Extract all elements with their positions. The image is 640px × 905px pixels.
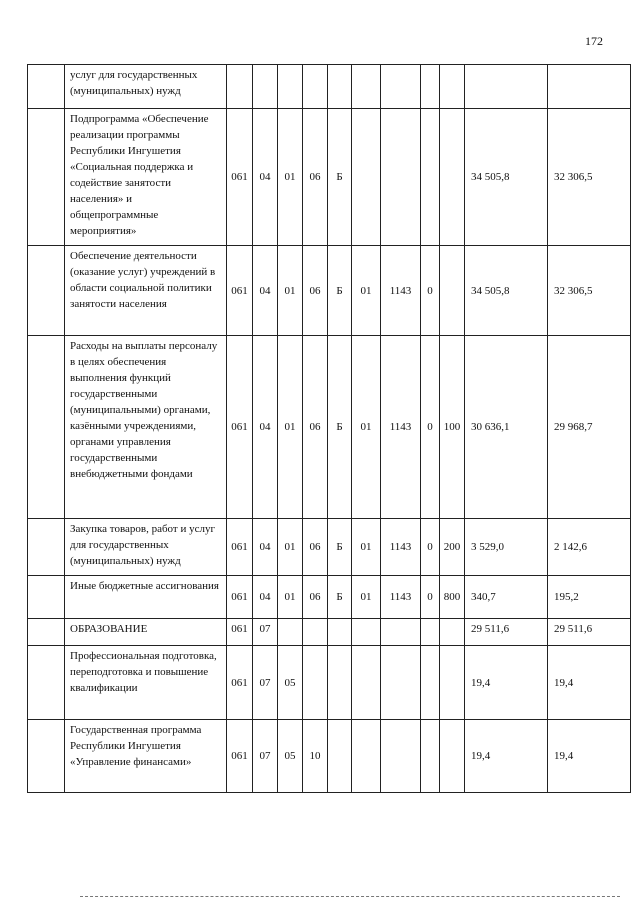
code-cell (328, 646, 352, 720)
code-cell (352, 646, 381, 720)
code-cell: 01 (278, 519, 303, 576)
code-cell (352, 720, 381, 793)
table-row (28, 336, 631, 519)
amount-year1-cell: 34 505,8 (465, 246, 548, 336)
code-cell: 05 (278, 646, 303, 720)
amount-year1-cell (465, 65, 548, 109)
item-name-cell: Закупка товаров, работ и услуг для государственных (муниципальных) нужд (65, 519, 227, 576)
amount-year2-cell: 195,2 (548, 576, 631, 619)
code-cell (440, 619, 465, 646)
code-cell (381, 646, 421, 720)
code-cell: 061 (227, 246, 253, 336)
code-cell: 05 (278, 720, 303, 793)
amount-year1-cell: 19,4 (465, 646, 548, 720)
code-cell: 01 (278, 109, 303, 246)
code-cell: 061 (227, 720, 253, 793)
code-cell: Б (328, 519, 352, 576)
row-index-cell (28, 619, 65, 646)
code-cell (440, 246, 465, 336)
code-cell: 061 (227, 336, 253, 519)
amount-year2-cell: 2 142,6 (548, 519, 631, 576)
code-cell: 800 (440, 576, 465, 619)
code-cell (421, 646, 440, 720)
table-row (28, 65, 631, 109)
code-cell: 0 (421, 246, 440, 336)
item-name-cell: Профессиональная подготовка, переподготовка и повышение квалификации (65, 646, 227, 720)
code-cell: 061 (227, 109, 253, 246)
row-index-cell (28, 109, 65, 246)
item-name-cell: Иные бюджетные ассигнования (65, 576, 227, 619)
row-index-cell (28, 576, 65, 619)
page-number: 172 (585, 34, 603, 48)
budget-table (27, 64, 631, 793)
footer-rule (80, 896, 620, 897)
amount-year1-cell: 30 636,1 (465, 336, 548, 519)
table-row (28, 109, 631, 246)
table-row (28, 246, 631, 336)
item-name-cell: Подпрограмма «Обеспечение реализации программы Республики Ингушетия «Социальная поддержка и содействие занятости населения» и общепрограммные мероприятия» (65, 109, 227, 246)
amount-year2-cell: 32 306,5 (548, 109, 631, 246)
code-cell (352, 619, 381, 646)
table-row (28, 720, 631, 793)
code-cell (278, 65, 303, 109)
code-cell: 1143 (381, 576, 421, 619)
amount-year1-cell: 19,4 (465, 720, 548, 793)
code-cell: 10 (303, 720, 328, 793)
code-cell (421, 720, 440, 793)
code-cell (421, 619, 440, 646)
code-cell: 06 (303, 519, 328, 576)
code-cell: 04 (253, 109, 278, 246)
amount-year2-cell (548, 65, 631, 109)
code-cell: Б (328, 576, 352, 619)
code-cell: 01 (352, 246, 381, 336)
code-cell (352, 65, 381, 109)
table-row (28, 576, 631, 619)
code-cell: 04 (253, 519, 278, 576)
row-index-cell (28, 646, 65, 720)
code-cell (328, 720, 352, 793)
code-cell (440, 646, 465, 720)
code-cell: 061 (227, 519, 253, 576)
code-cell: 04 (253, 576, 278, 619)
row-index-cell (28, 65, 65, 109)
code-cell: 07 (253, 646, 278, 720)
code-cell (328, 619, 352, 646)
code-cell: Б (328, 109, 352, 246)
code-cell: 01 (352, 336, 381, 519)
code-cell: 0 (421, 576, 440, 619)
row-index-cell (28, 246, 65, 336)
code-cell (421, 109, 440, 246)
amount-year2-cell: 32 306,5 (548, 246, 631, 336)
code-cell (440, 109, 465, 246)
code-cell: Б (328, 246, 352, 336)
code-cell (253, 65, 278, 109)
code-cell: 061 (227, 576, 253, 619)
table-row (28, 619, 631, 646)
code-cell (303, 65, 328, 109)
item-name-cell: Расходы на выплаты персоналу в целях обеспечения выполнения функций государственными (муниципальными) органами, казёнными учреждениями, органами управления государственными внебюджетными фондами (65, 336, 227, 519)
code-cell: 200 (440, 519, 465, 576)
code-cell: 100 (440, 336, 465, 519)
code-cell: 061 (227, 646, 253, 720)
item-name-cell: Государственная программа Республики Ингушетия «Управление финансами» (65, 720, 227, 793)
code-cell (303, 619, 328, 646)
code-cell: 04 (253, 336, 278, 519)
item-name-cell: ОБРАЗОВАНИЕ (65, 619, 227, 646)
amount-year2-cell: 19,4 (548, 646, 631, 720)
code-cell: 06 (303, 109, 328, 246)
code-cell: 06 (303, 336, 328, 519)
code-cell (328, 65, 352, 109)
code-cell: 01 (352, 519, 381, 576)
code-cell: 01 (278, 336, 303, 519)
code-cell (278, 619, 303, 646)
amount-year1-cell: 340,7 (465, 576, 548, 619)
table-row (28, 519, 631, 576)
code-cell: 1143 (381, 519, 421, 576)
table-row (28, 646, 631, 720)
code-cell: 0 (421, 336, 440, 519)
code-cell (227, 65, 253, 109)
code-cell (381, 109, 421, 246)
code-cell (421, 65, 440, 109)
code-cell: 06 (303, 246, 328, 336)
code-cell: 1143 (381, 336, 421, 519)
code-cell: 06 (303, 576, 328, 619)
code-cell: 0 (421, 519, 440, 576)
row-index-cell (28, 720, 65, 793)
code-cell (440, 720, 465, 793)
code-cell: 07 (253, 720, 278, 793)
code-cell: 04 (253, 246, 278, 336)
amount-year1-cell: 34 505,8 (465, 109, 548, 246)
item-name-cell: услуг для государственных (муниципальных) нужд (65, 65, 227, 109)
code-cell (381, 720, 421, 793)
row-index-cell (28, 519, 65, 576)
amount-year1-cell: 3 529,0 (465, 519, 548, 576)
amount-year2-cell: 29 968,7 (548, 336, 631, 519)
code-cell (303, 646, 328, 720)
item-name-cell: Обеспечение деятельности (оказание услуг) учреждений в области социальной политики занятости населения (65, 246, 227, 336)
code-cell: 01 (352, 576, 381, 619)
code-cell: 01 (278, 246, 303, 336)
code-cell (381, 619, 421, 646)
code-cell: Б (328, 336, 352, 519)
row-index-cell (28, 336, 65, 519)
code-cell: 07 (253, 619, 278, 646)
code-cell: 1143 (381, 246, 421, 336)
code-cell: 01 (278, 576, 303, 619)
amount-year2-cell: 19,4 (548, 720, 631, 793)
code-cell (352, 109, 381, 246)
code-cell (381, 65, 421, 109)
code-cell (440, 65, 465, 109)
amount-year2-cell: 29 511,6 (548, 619, 631, 646)
amount-year1-cell: 29 511,6 (465, 619, 548, 646)
code-cell: 061 (227, 619, 253, 646)
